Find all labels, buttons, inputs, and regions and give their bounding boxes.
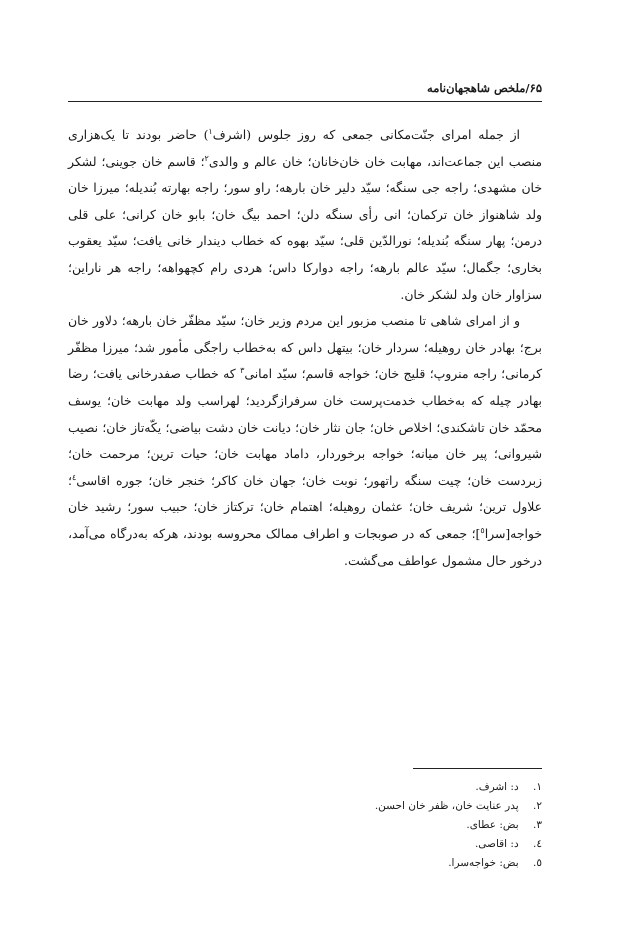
text-run: از جمله امرای جنّت‌مکانی جمعی که روز جلوس (اشرف — [212, 127, 520, 142]
footnotes-list — [68, 778, 542, 873]
text-run: ؛ علاول ترین؛ شریف خان؛ عثمان روهیله؛ اهتمام خان؛ ترکتاز خان؛ حبیب سور؛ رشید خان خواجه[سرا — [68, 472, 542, 541]
footnote-item — [68, 816, 542, 835]
footnote-number: ١. — [533, 781, 542, 793]
footnote-item — [68, 797, 542, 816]
running-title: ۶۵/ملخص شاهجهان‌نامه — [427, 81, 542, 95]
footnote-text: د: اشرف. — [475, 781, 519, 793]
footnote-number: ٣. — [533, 819, 542, 831]
footnote-number: ٥. — [533, 857, 542, 869]
footnote-text: بض: عطای. — [466, 819, 519, 831]
footnote-ref[interactable]: ٢ — [204, 153, 209, 163]
footnote-text: پدر عنایت خان، ظفر خان احسن. — [374, 800, 519, 812]
footnote-ref[interactable]: ١ — [208, 126, 213, 136]
main-text — [68, 122, 542, 574]
text-run: ]؛ جمعی که در صوبجات و اطراف ممالک محروسه بودند، هرکه به‌درگاه می‌آمد، درخور حال مشمول عواطف می‌گشت. — [68, 525, 542, 568]
footnote-ref[interactable]: ٤ — [71, 472, 77, 482]
footnote-item — [68, 854, 542, 873]
paragraph-1 — [68, 122, 542, 308]
paragraph-2 — [68, 308, 542, 574]
text-run: و از امرای شاهی تا منصب مزبور این مردم وزیر خان؛ سیّد مظفّر خان بارهه؛ دلاور خان برج؛ بهادر خان روهیله؛ سردار خان؛ بیتهل داس که به‌خطاب راجگی مأمور شد؛ میرزا مظفّر کرمانی؛ راجه منروپ؛ قلیج خان؛ خواجه قاسم؛ سیّد امانی — [68, 313, 542, 382]
footnote-ref[interactable]: ٣ — [240, 366, 245, 376]
text-run: ؛ قاسم خان جوینی؛ لشکر خان مشهدی؛ راجه جی سنگه؛ سیّد دلیر خان بارهه؛ راو سور؛ راجه بهارته بُندیله؛ میرزا خان ولد شاهنواز خان ترکمان؛ انی رأی سنگه دلن؛ احمد بیگ خان؛ بابو خان کرانی؛ علی قلی درمن؛ پهار سنگه بُندیله؛ نورالدّین قلی؛ سیّد بهوه که خطاب دیندار خانی یافت؛ سیّد یعقوب بخاری؛ جگمال؛ سیّد عالم بارهه؛ راجه دوارکا داس؛ هردی رام کچهواهه؛ راجه هر ناراین؛ سزاوار خان ولد لشکر خان. — [68, 153, 542, 302]
header-rule — [68, 101, 542, 102]
footnote-item — [68, 835, 542, 854]
footnote-ref[interactable]: ٥ — [480, 525, 485, 535]
footnote-item — [68, 778, 542, 797]
footnote-number: ٢. — [533, 800, 542, 812]
footnote-text: د: اقاصی. — [474, 838, 519, 850]
footnote-rule — [413, 768, 542, 769]
footnote-number: ٤. — [533, 838, 542, 850]
text-run: ) حاضر بودند تا یک‌هزاری منصب این جماعت‌اند، مهابت خان خان‌خانان؛ خان عالم و والدی — [68, 127, 542, 169]
running-header — [68, 80, 542, 96]
text-run: که خطاب صفدرخانی یافت؛ رضا بهادر چیله که به‌خطاب خدمت‌پرست خان سرفرازگردید؛ لهراسب ولد مهابت خان؛ یوسف محمّد خان تاشکندی؛ اخلاص خان؛ جان نثار خان؛ دیانت خان دشت بیاضی؛ یکّه‌تاز خان؛ نصیب شیروانی؛ پیر خان میانه؛ خواجه برخوردار، داماد مهابت خان؛ حیات ترین؛ مرحمت خان؛ زبردست خان؛ چیت سنگه راتهور؛ نوبت خان؛ جهان خان کاکر؛ خنجر خان؛ جوره اقاسی — [68, 366, 542, 488]
footnote-text: بض: خواجه‌سرا. — [448, 857, 519, 869]
